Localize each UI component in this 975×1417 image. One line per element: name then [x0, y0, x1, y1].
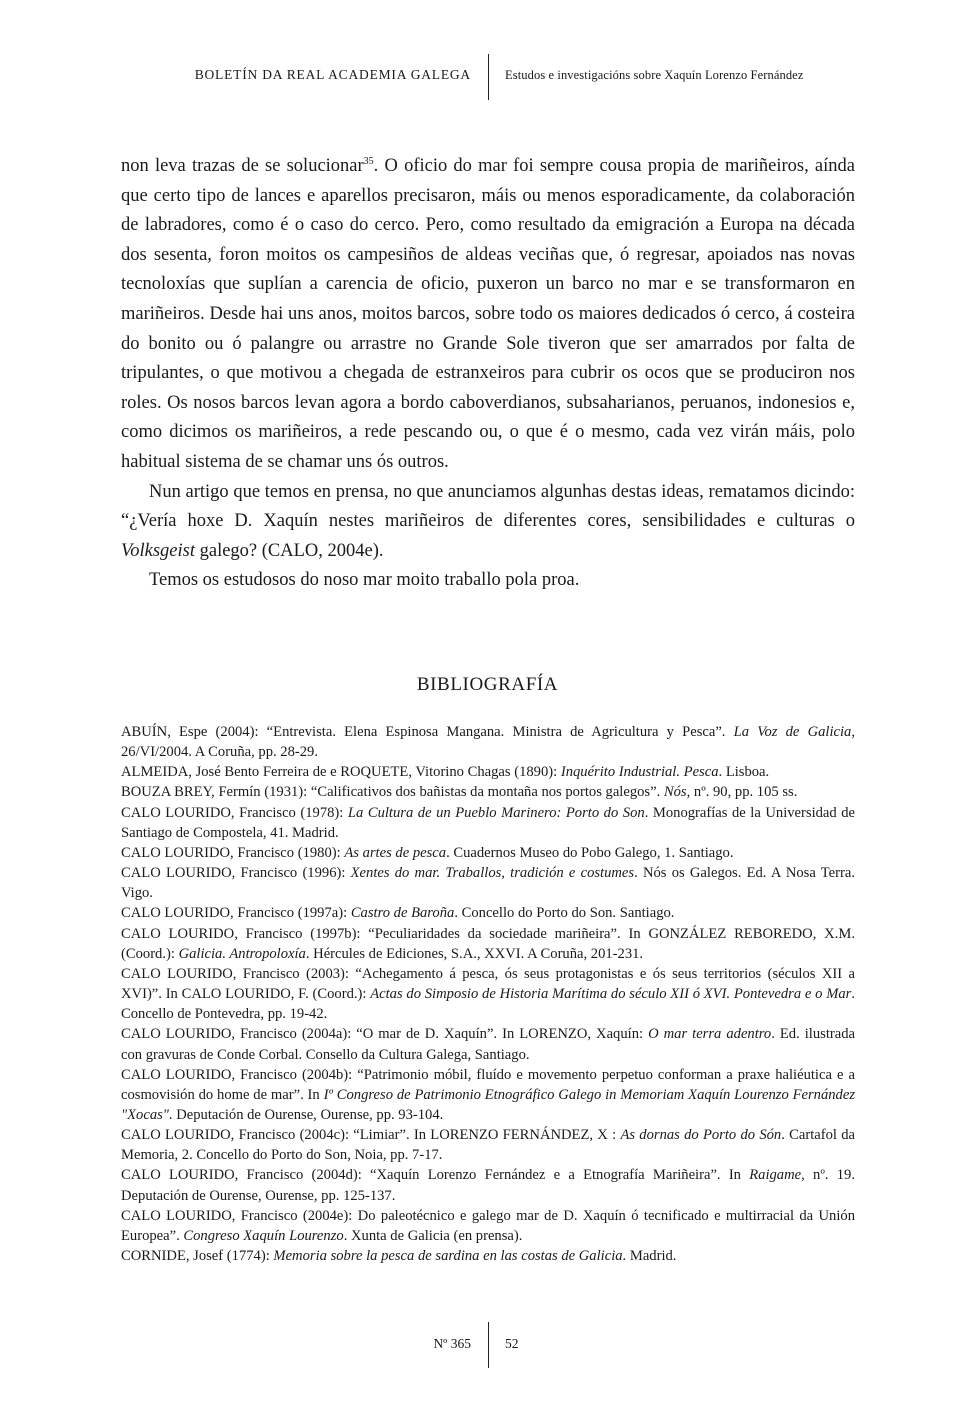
- paragraph-2: Nun artigo que temos en prensa, no que anunciamos algunhas destas ideas, rematamos dicindo: “¿Vería hoxe D. Xaquín nestes mariñeiros de diferentes cores, sensibilidades e culturas o Volksgeist galego? (CALO, 2004e).: [121, 481, 855, 561]
- bibliography-entry: CALO LOURIDO, Francisco (2004d): “Xaquín Lorenzo Fernández e a Etnografía Mariñeira”. In Raigame, nº. 19. Deputación de Ourense, Ourense, pp. 125-137.: [121, 1167, 855, 1204]
- journal-title: BOLETÍN DA REAL ACADEMIA GALEGA: [194, 67, 471, 82]
- bibliography-entry: CALO LOURIDO, Francisco (2003): “Achegamento á pesca, ós seus protagonistas e ós seus territorios (séculos XII a XVI)”. In CALO LOURIDO, F. (Coord.): Actas do Simposio de Historia Marítima do século XII ó XVI. Pontevedra e o Mar. Concello de Pontevedra, pp. 19-42.: [121, 965, 855, 1023]
- bibliography-heading: BIBLIOGRAFÍA: [416, 674, 559, 695]
- bibliography-entry: CALO LOURIDO, Francisco (1978): La Cultura de un Pueblo Marinero: Porto do Son. Monografías de la Universidad de Santiago de Compostela, 41. Madrid.: [121, 804, 856, 841]
- bibliography-entry: CALO LOURIDO, Francisco (2004b): “Patrimonio móbil, fluído e movemento perpetuo conforman a praxe haliéutica e a cosmovisión do home de mar”. In Iº Congreso de Patrimonio Etnográfico Galego in Memoriam Xaquín Lourenzo Fernández "Xocas". Deputación de Ourense, Ourense, pp. 93-104.: [121, 1066, 856, 1123]
- bibliography-entry: CALO LOURIDO, Francisco (1996): Xentes do mar. Traballos, tradición e costumes. Nós os Galegos. Ed. A Nosa Terra. Vigo.: [121, 865, 855, 902]
- bibliography-list: [121, 722, 855, 1266]
- bibliography-entry: ALMEIDA, José Bento Ferreira de e ROQUETE, Vitorino Chagas (1890): Inquérito Industrial. Pesca. Lisboa.: [121, 764, 770, 781]
- page-number: 52: [505, 1336, 519, 1351]
- bibliography-entry: CORNIDE, Josef (1774): Memoria sobre la pesca de sardina en las costas de Galicia. Madrid.: [121, 1248, 677, 1265]
- bibliography-entry: ABUÍN, Espe (2004): “Entrevista. Elena Espinosa Mangana. Ministra de Agricultura y Pesca”. La Voz de Galicia, 26/VI/2004. A Coruña, pp. 28-29.: [121, 724, 855, 761]
- paragraph-1: non leva trazas de se solucionar$^{35}$. O oficio do mar foi sempre cousa propia de mariñeiros, aínda que certo tipo de lances e aparellos precisaron, máis ou menos esporadicamente, da colaboración de labradores, como é o caso do cerco. Pero, como resultado da emigración a Europa na década dos sesenta, foron moitos os campesiños de aldeas veciñas que, ó regresar, apoiados nas novas tecnoloxías que suplían a carencia de oficio, puxeron un barco no mar e se transformaron en mariñeiros. Desde hai uns anos, moitos barcos, sobre todo os maiores dedicados ó cerco, á costeira do bonito ou ó palangre ou arrastre no Grande Sole tiveron que ser amarrados por falta de tripulantes, o que motivou a chegada de estranxeiros para cubrir os ocos que se produciron nos roles. Os nosos barcos levan agora a bordo caboverdianos, subsaharianos, peruanos, indonesios e, como dicimos os mariñeiros, a rede pescando ou, o que é o mesmo, cada vez virán máis, polo habitual sistema de se chamar uns ós outros.: [121, 155, 855, 472]
- issue-number: Nº 365: [433, 1336, 471, 1351]
- bibliography-entry: CALO LOURIDO, Francisco (1997b): “Peculiaridades da sociedade mariñeira”. In GONZÁLEZ REBOREDO, X.M. (Coord.): Galicia. Antropoloxía. Hércules de Ediciones, S.A., XXVI. A Coruña, 201-231.: [121, 925, 855, 962]
- bibliography-entry: CALO LOURIDO, Francisco (2004c): “Limiar”. In LORENZO FERNÁNDEZ, X : As dornas do Porto do Són. Cartafol da Memoria, 2. Concello do Porto do Son, Noia, pp. 7-17.: [121, 1127, 856, 1164]
- bibliography-entry: CALO LOURIDO, Francisco (2004a): “O mar de D. Xaquín”. In LORENZO, Xaquín: O mar terra adentro. Ed. ilustrada con gravuras de Conde Corbal. Consello da Cultura Galega, Santiago.: [121, 1026, 856, 1063]
- footnote-ref[interactable]: 35: [363, 155, 374, 167]
- bibliography-entry: CALO LOURIDO, Francisco (1980): As artes de pesca. Cuadernos Museo do Pobo Galego, 1. Santiago.: [121, 844, 734, 861]
- header-divider: [488, 54, 489, 100]
- section-title: Estudos e investigacións sobre Xaquín Lorenzo Fernández: [505, 68, 804, 82]
- paragraph-3: Temos os estudosos do noso mar moito traballo pola proa.: [149, 570, 580, 591]
- footer-divider: [488, 1322, 489, 1368]
- bibliography-entry: BOUZA BREY, Fermín (1931): “Calificativos dos bañistas da montaña nos portos galegos”. Nós, nº. 90, pp. 105 ss.: [121, 784, 798, 801]
- bibliography-entry: CALO LOURIDO, Francisco (2004e): Do paleotécnico e galego mar de D. Xaquín ó tecnificado e multirracial da Unión Europea”. Congreso Xaquín Lourenzo. Xunta de Galicia (en prensa).: [121, 1207, 855, 1244]
- body-text: [121, 152, 855, 596]
- running-header: [0, 54, 975, 100]
- bibliography-entry: CALO LOURIDO, Francisco (1997a): Castro de Baroña. Concello do Porto do Son. Santiago.: [121, 905, 675, 922]
- page-footer: [0, 1322, 975, 1368]
